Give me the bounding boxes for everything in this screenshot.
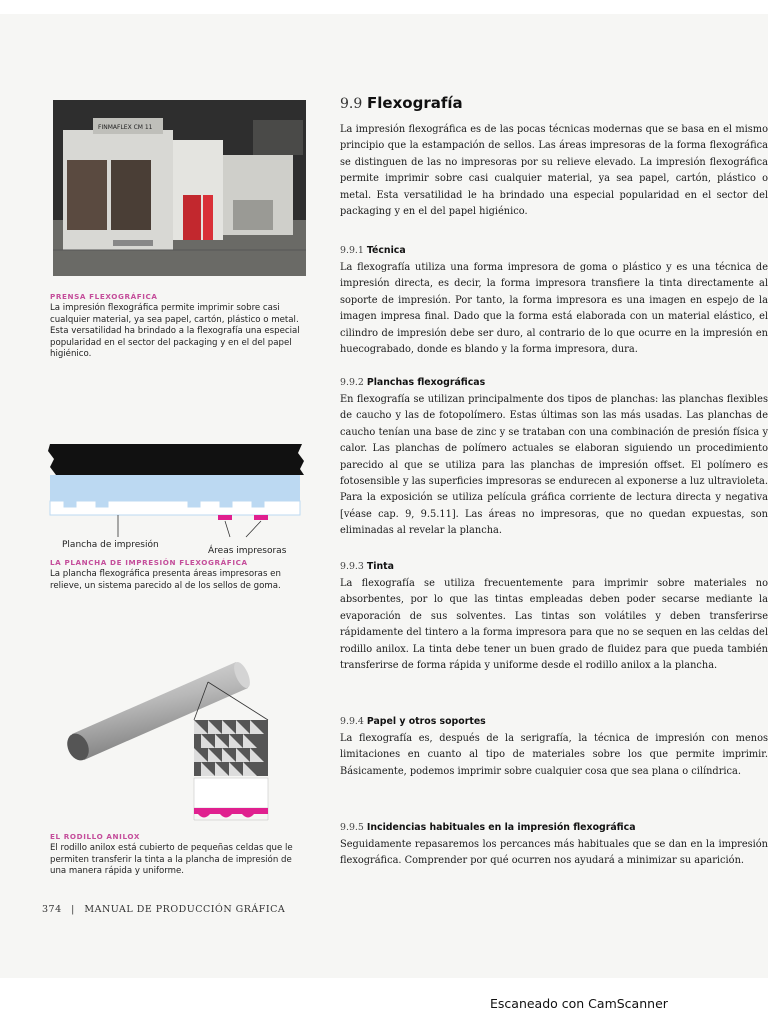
page-number: 374	[42, 904, 62, 915]
paragraph-planchas: En flexografía se utilizan principalmente dos tipos de planchas: las planchas flexibles de caucho y las de fotopolímero. Estas últimas son las más usadas. Las planchas de caucho tenían una base de zinc y se trataban con una combinación de presión física y calor. Las planchas de polímero actuales se elaboran siguiendo un procedimiento parecido al que se utiliza para las planchas de impresión offset. El polímero es fotosensible y las superficies impresoras se endurecen al exponerse a luz ultravioleta. Para la exposición se utiliza película gráfica corriente de lectura directa y negativa [véase cap. 9, 9.5.11]. Las áreas no impresoras, que no quedan expuestas, son eliminadas al revelar la plancha.	[340, 394, 768, 537]
paragraph-incidencias: Seguidamente repasaremos los percances más habituales que se dan en la impresión flexográfica. Comprender por qué ocurren nos ayudará a minimizar su aparición.	[340, 839, 768, 867]
subsection-number: 9.9.5	[340, 822, 364, 833]
anilox-illustration	[58, 654, 306, 834]
caption-text-press: La impresión flexográfica permite imprimir sobre casi cualquier material, ya sea papel, cartón, plástico o metal. Esta versatilidad ha brindado a la flexografía una especial popularidad en el sector del packaging y en el del papel higiénico.	[50, 303, 300, 360]
plate-diagram	[48, 439, 310, 559]
areas-label: Áreas impresoras	[208, 546, 287, 556]
plate-label: Plancha de impresión	[62, 540, 159, 550]
press-illustration	[53, 100, 306, 276]
caption-text-anilox: El rodillo anilox está cubierto de pequeñas celdas que le permiten transferir la tinta a la plancha de impresión de una manera rápida y uniforme.	[50, 843, 293, 877]
subsection-title-planchas	[340, 377, 485, 388]
caption-text-plate: La plancha flexográfica presenta áreas impresoras en relieve, un sistema parecido al de los sellos de goma.	[50, 569, 281, 591]
subsection-title-tecnica	[340, 245, 406, 256]
subsection-title-incidencias	[340, 822, 636, 833]
caption-heading-anilox: EL RODILLO ANILOX	[50, 832, 140, 841]
subsection-title-text: Incidencias habituales en la impresión flexográfica	[366, 822, 636, 833]
paragraph-tinta: La flexografía se utiliza frecuentemente para imprimir sobre materiales no absorbentes, por lo que las tintas empleadas deben poder secarse mediante la evaporación de sus solventes. Las tintas son volátiles y deben transferirse rápidamente del tintero a la forma impresora para que no se sequen en las celdas del rodillo anilox. La tinta debe tener un buen grado de fluidez para que pueda también transferirse de forma rápida y uniforme desde el rodillo anilox a la plancha.	[340, 578, 768, 672]
subsection-number: 9.9.2	[340, 377, 364, 388]
section-number: 9.9	[340, 96, 363, 112]
press-photo	[53, 100, 306, 276]
subsection-number: 9.9.1	[340, 245, 364, 256]
machine-label: FINMAFLEX CM 11	[98, 124, 153, 131]
book-title: MANUAL DE PRODUCCIÓN GRÁFICA	[84, 904, 286, 915]
section-title	[340, 94, 463, 112]
paragraph-papel: La flexografía es, después de la serigrafía, la técnica de impresión con menos limitaciones en cuanto al tipo de materiales sobre los que permite imprimir. Básicamente, podemos imprimir sobre cualquier cosa que sea plana o cilíndrica.	[340, 733, 768, 777]
page-footer	[42, 904, 285, 915]
anilox-diagram	[58, 654, 306, 834]
section-title-text: Flexografía	[367, 94, 463, 112]
subsection-title-papel	[340, 716, 486, 727]
scanner-watermark: Escaneado con CamScanner	[490, 996, 668, 1011]
caption-heading-plate: LA PLANCHA DE IMPRESIÓN FLEXOGRÁFICA	[50, 558, 248, 567]
subsection-title-text: Planchas flexográficas	[366, 377, 486, 388]
paragraph-tecnica: La flexografía utiliza una forma impresora de goma o plástico y es una técnica de impresión directa, es decir, la forma impresora transfiere la tinta directamente al soporte de impresión. Por tanto, la forma impresora es una imagen en espejo de la imagen impresa final. Dado que la forma está elaborada con un material elástico, el cilindro de impresión debe ser duro, al contrario de lo que ocurre en la impresión en huecograbado, donde es blando y la forma impresora, dura.	[340, 262, 768, 356]
footer-separator: |	[71, 904, 75, 915]
section-intro: La impresión flexográfica es de las pocas técnicas modernas que se basa en el mismo principio que la estampación de sellos. Las áreas impresoras de la forma flexográfica se distinguen de las no impresoras por su relieve elevado. La impresión flexográfica permite imprimir sobre casi cualquier material, ya sea papel, cartón, plástico o metal. Esta versatilidad le ha brindado una especial popularidad en el sector del packaging y en el del papel higiénico.	[340, 124, 768, 218]
subsection-title-tinta	[340, 561, 394, 572]
subsection-title-text: Técnica	[366, 245, 406, 256]
caption-heading-press: PRENSA FLEXOGRÁFICA	[50, 292, 158, 301]
subsection-title-text: Tinta	[366, 561, 394, 572]
subsection-number: 9.9.4	[340, 716, 364, 727]
subsection-title-text: Papel y otros soportes	[366, 716, 486, 727]
subsection-number: 9.9.3	[340, 561, 364, 572]
book-page	[0, 14, 768, 978]
plate-illustration	[48, 439, 310, 559]
